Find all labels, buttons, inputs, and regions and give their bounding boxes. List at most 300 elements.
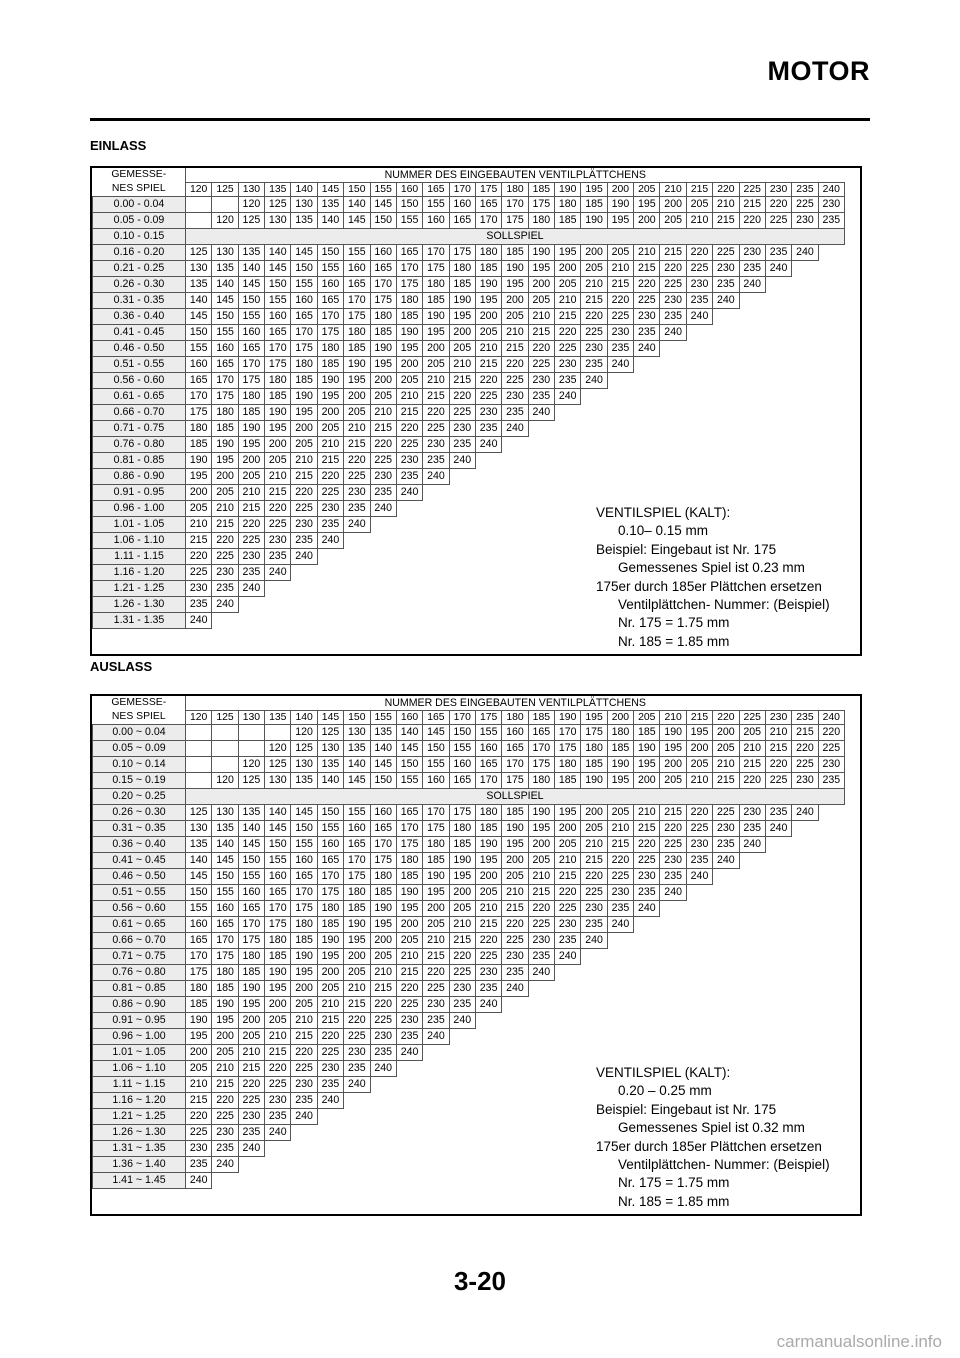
pad-number-cell: 180 <box>370 869 396 885</box>
empty-cell <box>528 453 554 469</box>
pad-number-cell: 210 <box>212 501 238 517</box>
pad-number-cell: 135 <box>212 821 238 837</box>
empty-cell <box>344 549 370 565</box>
section-title-einlass: EINLASS <box>90 138 147 153</box>
empty-cell <box>607 485 633 501</box>
empty-cell <box>792 821 818 837</box>
pad-number-cell: 215 <box>660 245 686 261</box>
pad-number-cell: 190 <box>449 853 475 869</box>
pad-number-cell: 150 <box>396 197 422 213</box>
pad-number-cell: 215 <box>581 293 607 309</box>
empty-cell <box>818 469 844 485</box>
empty-cell <box>186 773 212 789</box>
pad-number-cell: 160 <box>238 325 264 341</box>
column-number: 125 <box>212 183 238 197</box>
pad-number-cell: 125 <box>238 773 264 789</box>
pad-number-cell: 185 <box>449 277 475 293</box>
pad-number-cell: 230 <box>212 565 238 581</box>
pad-number-cell: 200 <box>528 837 554 853</box>
pad-number-cell: 130 <box>291 197 317 213</box>
pad-number-cell: 220 <box>765 197 791 213</box>
empty-cell <box>449 1173 475 1189</box>
measured-clearance-cell: 0.26 - 0.30 <box>93 277 186 293</box>
empty-cell <box>370 1109 396 1125</box>
column-number: 135 <box>265 711 291 725</box>
empty-cell <box>607 421 633 437</box>
pad-number-cell: 195 <box>475 853 501 869</box>
empty-cell <box>739 325 765 341</box>
column-number: 135 <box>265 183 291 197</box>
pad-number-cell: 165 <box>370 261 396 277</box>
pad-number-cell: 180 <box>186 421 212 437</box>
empty-cell <box>607 405 633 421</box>
empty-cell <box>634 1013 660 1029</box>
empty-cell <box>475 613 501 629</box>
note-line: Beispiel: Eingebaut ist Nr. 175 <box>596 1101 777 1117</box>
pad-number-cell: 235 <box>475 421 501 437</box>
empty-cell <box>449 613 475 629</box>
empty-cell <box>423 1125 449 1141</box>
pad-number-cell: 230 <box>449 421 475 437</box>
empty-cell <box>528 1029 554 1045</box>
measured-clearance-cell: 0.91 ~ 0.95 <box>93 1013 186 1029</box>
pad-number-cell: 170 <box>396 821 422 837</box>
empty-cell <box>344 533 370 549</box>
pad-number-cell: 235 <box>238 565 264 581</box>
empty-cell <box>581 421 607 437</box>
pad-number-cell: 220 <box>344 1013 370 1029</box>
empty-cell <box>502 517 528 533</box>
pad-number-cell: 155 <box>186 341 212 357</box>
pad-number-cell: 145 <box>186 309 212 325</box>
pad-number-cell: 215 <box>186 1093 212 1109</box>
measured-clearance-cell: 0.26 ~ 0.30 <box>93 805 186 821</box>
pad-number-cell: 220 <box>370 437 396 453</box>
measured-clearance-cell: 0.81 ~ 0.85 <box>93 981 186 997</box>
pad-number-cell: 185 <box>475 821 501 837</box>
pad-number-cell: 200 <box>396 917 422 933</box>
empty-cell <box>686 405 712 421</box>
pad-number-cell: 235 <box>186 1157 212 1173</box>
pad-number-cell: 180 <box>291 357 317 373</box>
pad-number-cell: 225 <box>449 965 475 981</box>
empty-cell <box>370 1141 396 1157</box>
empty-cell <box>634 389 660 405</box>
empty-cell <box>449 533 475 549</box>
empty-cell <box>792 453 818 469</box>
table-row <box>93 469 845 485</box>
empty-cell <box>792 933 818 949</box>
empty-cell <box>713 981 739 997</box>
empty-cell <box>792 261 818 277</box>
pad-number-cell: 185 <box>555 773 581 789</box>
empty-cell <box>475 1077 501 1093</box>
pad-number-cell: 225 <box>660 277 686 293</box>
pad-number-cell: 235 <box>449 997 475 1013</box>
pad-number-cell: 235 <box>502 965 528 981</box>
measured-header-line: NES SPIEL <box>111 183 166 194</box>
empty-cell <box>792 1029 818 1045</box>
empty-cell <box>502 1141 528 1157</box>
measured-clearance-cell: 0.20 ~ 0.25 <box>93 789 186 805</box>
empty-cell <box>555 469 581 485</box>
pad-number-cell: 190 <box>212 437 238 453</box>
auslass-note <box>596 1064 830 1211</box>
empty-cell <box>449 1093 475 1109</box>
empty-cell <box>502 469 528 485</box>
pad-number-cell: 160 <box>186 357 212 373</box>
pad-number-cell: 120 <box>238 757 264 773</box>
pad-number-cell: 230 <box>186 1141 212 1157</box>
empty-cell <box>660 1045 686 1061</box>
pad-number-cell: 235 <box>186 597 212 613</box>
pad-number-cell: 125 <box>238 213 264 229</box>
pad-number-cell: 195 <box>423 325 449 341</box>
pad-number-cell: 205 <box>212 485 238 501</box>
pad-number-cell: 140 <box>344 197 370 213</box>
empty-cell <box>765 853 791 869</box>
empty-cell <box>634 917 660 933</box>
empty-cell <box>555 1093 581 1109</box>
pad-number-cell: 235 <box>396 469 422 485</box>
table-row <box>93 309 845 325</box>
pad-number-cell: 215 <box>291 469 317 485</box>
note-line: Nr. 175 = 1.75 mm <box>618 1175 730 1191</box>
column-number: 185 <box>528 711 554 725</box>
empty-cell <box>475 581 501 597</box>
pad-number-cell: 200 <box>291 981 317 997</box>
pad-number-cell: 180 <box>344 885 370 901</box>
pad-number-cell: 220 <box>238 1077 264 1093</box>
table-row <box>93 773 845 789</box>
pad-number-cell: 235 <box>502 405 528 421</box>
pad-number-cell: 240 <box>423 1029 449 1045</box>
table-row <box>93 261 845 277</box>
pad-number-cell: 185 <box>396 309 422 325</box>
pad-number-cell: 195 <box>370 357 396 373</box>
pad-number-cell: 240 <box>660 325 686 341</box>
table-row <box>93 821 845 837</box>
empty-cell <box>528 1125 554 1141</box>
pad-number-cell: 205 <box>396 933 422 949</box>
empty-cell <box>291 1125 317 1141</box>
column-number: 230 <box>765 711 791 725</box>
pad-number-cell: 195 <box>502 837 528 853</box>
pad-number-cell: 220 <box>291 485 317 501</box>
empty-cell <box>581 469 607 485</box>
empty-cell <box>660 469 686 485</box>
empty-cell <box>713 373 739 389</box>
measured-clearance-cell: 0.00 - 0.04 <box>93 197 186 213</box>
pad-number-cell: 215 <box>449 373 475 389</box>
pad-number-cell: 220 <box>555 885 581 901</box>
pad-number-cell: 200 <box>660 197 686 213</box>
pad-number-cell: 200 <box>370 933 396 949</box>
empty-cell <box>265 613 291 629</box>
table-row <box>93 965 845 981</box>
column-number: 215 <box>686 711 712 725</box>
pad-number-cell: 220 <box>528 341 554 357</box>
pad-number-cell: 225 <box>265 517 291 533</box>
empty-cell <box>739 997 765 1013</box>
pad-number-cell: 150 <box>186 885 212 901</box>
pad-number-cell: 230 <box>581 901 607 917</box>
pad-number-cell: 215 <box>555 309 581 325</box>
empty-cell <box>502 501 528 517</box>
pad-number-cell: 235 <box>344 1061 370 1077</box>
table-row <box>93 197 845 213</box>
empty-cell <box>555 981 581 997</box>
empty-cell <box>607 949 633 965</box>
pad-number-cell: 225 <box>634 853 660 869</box>
pad-number-cell: 240 <box>765 261 791 277</box>
table-row <box>93 997 845 1013</box>
column-number: 145 <box>317 711 343 725</box>
pad-number-cell: 240 <box>739 277 765 293</box>
empty-cell <box>396 1109 422 1125</box>
pad-number-cell: 230 <box>818 197 844 213</box>
empty-cell <box>396 1077 422 1093</box>
empty-cell <box>396 565 422 581</box>
empty-cell <box>581 981 607 997</box>
empty-cell <box>686 933 712 949</box>
measured-clearance-cell: 0.31 ~ 0.35 <box>93 821 186 837</box>
pad-number-cell: 235 <box>765 245 791 261</box>
pad-number-cell: 215 <box>502 341 528 357</box>
pad-number-cell: 160 <box>370 245 396 261</box>
empty-cell <box>344 1125 370 1141</box>
pad-number-cell: 140 <box>238 821 264 837</box>
empty-cell <box>449 1029 475 1045</box>
column-number: 165 <box>423 183 449 197</box>
empty-cell <box>765 901 791 917</box>
pad-number-cell: 205 <box>475 325 501 341</box>
pad-number-cell: 235 <box>686 293 712 309</box>
pad-number-cell: 215 <box>581 853 607 869</box>
pad-number-cell: 220 <box>212 533 238 549</box>
pad-number-cell: 215 <box>370 981 396 997</box>
empty-cell <box>660 485 686 501</box>
pad-number-cell: 205 <box>528 293 554 309</box>
pad-number-cell: 170 <box>502 757 528 773</box>
pad-number-cell: 140 <box>317 213 343 229</box>
pad-number-cell: 215 <box>238 1061 264 1077</box>
pad-number-cell: 180 <box>291 917 317 933</box>
pad-number-cell: 180 <box>449 261 475 277</box>
empty-cell <box>818 933 844 949</box>
pad-number-cell: 205 <box>475 885 501 901</box>
pad-number-cell: 225 <box>238 533 264 549</box>
column-number: 210 <box>660 183 686 197</box>
pad-number-cell: 215 <box>423 389 449 405</box>
pad-number-cell: 140 <box>186 293 212 309</box>
pad-number-cell: 205 <box>291 997 317 1013</box>
empty-cell <box>686 949 712 965</box>
pad-number-cell: 190 <box>317 933 343 949</box>
empty-cell <box>212 1173 238 1189</box>
pad-number-cell: 140 <box>265 245 291 261</box>
empty-cell <box>475 549 501 565</box>
empty-cell <box>765 1013 791 1029</box>
pad-number-cell: 175 <box>396 837 422 853</box>
pad-number-cell: 175 <box>344 309 370 325</box>
pad-number-cell: 195 <box>186 1029 212 1045</box>
pad-number-cell: 230 <box>581 341 607 357</box>
pad-number-cell: 210 <box>581 837 607 853</box>
empty-cell <box>370 1077 396 1093</box>
pad-number-cell: 170 <box>238 917 264 933</box>
pad-number-cell: 185 <box>396 869 422 885</box>
pad-number-cell: 240 <box>291 1109 317 1125</box>
pad-number-cell: 210 <box>396 949 422 965</box>
pad-number-cell: 210 <box>344 421 370 437</box>
measured-clearance-header <box>93 168 186 197</box>
pad-number-cell: 225 <box>291 1061 317 1077</box>
pad-number-cell: 210 <box>686 773 712 789</box>
empty-cell <box>317 565 343 581</box>
empty-cell <box>634 405 660 421</box>
empty-cell <box>423 1157 449 1173</box>
measured-clearance-cell: 0.46 ~ 0.50 <box>93 869 186 885</box>
pad-number-cell: 210 <box>581 277 607 293</box>
pad-number-cell: 175 <box>423 821 449 837</box>
pad-number-cell: 165 <box>238 341 264 357</box>
empty-cell <box>528 565 554 581</box>
pad-number-cell: 200 <box>581 245 607 261</box>
pad-number-cell: 145 <box>291 245 317 261</box>
pad-number-cell: 190 <box>344 917 370 933</box>
empty-cell <box>581 485 607 501</box>
pad-number-cell: 170 <box>212 373 238 389</box>
pad-number-cell: 190 <box>186 1013 212 1029</box>
pad-number-cell: 180 <box>581 741 607 757</box>
pad-number-cell: 235 <box>291 1093 317 1109</box>
empty-cell <box>423 533 449 549</box>
empty-cell <box>792 949 818 965</box>
pad-number-cell: 150 <box>317 805 343 821</box>
pad-number-cell: 240 <box>396 1045 422 1061</box>
pad-number-cell: 165 <box>291 869 317 885</box>
page-header-title: MOTOR <box>767 56 870 86</box>
pad-number-cell: 230 <box>739 805 765 821</box>
empty-cell <box>634 437 660 453</box>
empty-cell <box>581 997 607 1013</box>
empty-cell <box>528 1077 554 1093</box>
pad-number-cell: 210 <box>765 725 791 741</box>
empty-cell <box>528 1093 554 1109</box>
pad-number-cell: 175 <box>265 917 291 933</box>
empty-cell <box>370 1157 396 1173</box>
empty-cell <box>792 917 818 933</box>
pad-number-cell: 235 <box>581 357 607 373</box>
pad-number-cell: 190 <box>265 405 291 421</box>
empty-cell <box>739 389 765 405</box>
table-row <box>93 725 845 741</box>
measured-clearance-cell: 1.06 ~ 1.10 <box>93 1061 186 1077</box>
empty-cell <box>317 1141 343 1157</box>
table-row <box>93 949 845 965</box>
empty-cell <box>555 517 581 533</box>
pad-number-cell: 150 <box>370 213 396 229</box>
table-row <box>93 853 845 869</box>
pad-number-cell: 235 <box>423 1013 449 1029</box>
table-row <box>93 885 845 901</box>
empty-cell <box>739 933 765 949</box>
empty-cell <box>528 533 554 549</box>
pad-number-cell: 240 <box>370 501 396 517</box>
pad-number-cell: 190 <box>396 885 422 901</box>
empty-cell <box>660 357 686 373</box>
pad-number-cell: 230 <box>423 437 449 453</box>
empty-cell <box>713 965 739 981</box>
pad-number-cell: 235 <box>238 1125 264 1141</box>
empty-cell <box>555 1029 581 1045</box>
measured-clearance-cell: 0.51 ~ 0.55 <box>93 885 186 901</box>
empty-cell <box>739 437 765 453</box>
pad-number-cell: 155 <box>475 725 501 741</box>
column-number: 185 <box>528 183 554 197</box>
empty-cell <box>475 1109 501 1125</box>
empty-cell <box>555 1141 581 1157</box>
pad-number-cell: 240 <box>686 309 712 325</box>
empty-cell <box>634 421 660 437</box>
empty-cell <box>818 1045 844 1061</box>
pad-number-cell: 185 <box>212 981 238 997</box>
pad-number-cell: 170 <box>344 853 370 869</box>
empty-cell <box>765 293 791 309</box>
empty-cell <box>660 421 686 437</box>
pad-number-cell: 165 <box>475 757 501 773</box>
pad-number-cell: 240 <box>344 517 370 533</box>
pad-number-cell: 240 <box>739 837 765 853</box>
empty-cell <box>502 1125 528 1141</box>
pad-number-cell: 230 <box>607 325 633 341</box>
pad-number-cell: 140 <box>265 805 291 821</box>
pad-number-cell: 235 <box>344 501 370 517</box>
table-row <box>93 325 845 341</box>
pad-number-cell: 215 <box>212 1077 238 1093</box>
pad-number-cell: 180 <box>265 933 291 949</box>
empty-cell <box>475 1157 501 1173</box>
empty-cell <box>475 501 501 517</box>
empty-cell <box>370 597 396 613</box>
pad-number-cell: 240 <box>317 1093 343 1109</box>
empty-cell <box>186 757 212 773</box>
pad-number-cell: 180 <box>212 405 238 421</box>
pad-number-cell: 185 <box>370 885 396 901</box>
empty-cell <box>291 581 317 597</box>
pad-number-cell: 160 <box>449 197 475 213</box>
empty-cell <box>396 597 422 613</box>
empty-cell <box>502 1109 528 1125</box>
empty-cell <box>686 1029 712 1045</box>
empty-cell <box>818 325 844 341</box>
pad-number-cell: 210 <box>502 885 528 901</box>
empty-cell <box>475 517 501 533</box>
pad-number-cell: 230 <box>291 1077 317 1093</box>
column-number: 130 <box>238 711 264 725</box>
empty-cell <box>713 389 739 405</box>
pad-number-cell: 230 <box>238 1109 264 1125</box>
pad-number-cell: 240 <box>370 1061 396 1077</box>
measured-clearance-cell: 0.46 - 0.50 <box>93 341 186 357</box>
empty-cell <box>555 1157 581 1173</box>
empty-cell <box>660 949 686 965</box>
pad-number-cell: 190 <box>291 949 317 965</box>
pad-number-cell: 145 <box>370 197 396 213</box>
pad-number-cell: 225 <box>792 757 818 773</box>
note-line: Beispiel: Eingebaut ist Nr. 175 <box>596 541 777 557</box>
